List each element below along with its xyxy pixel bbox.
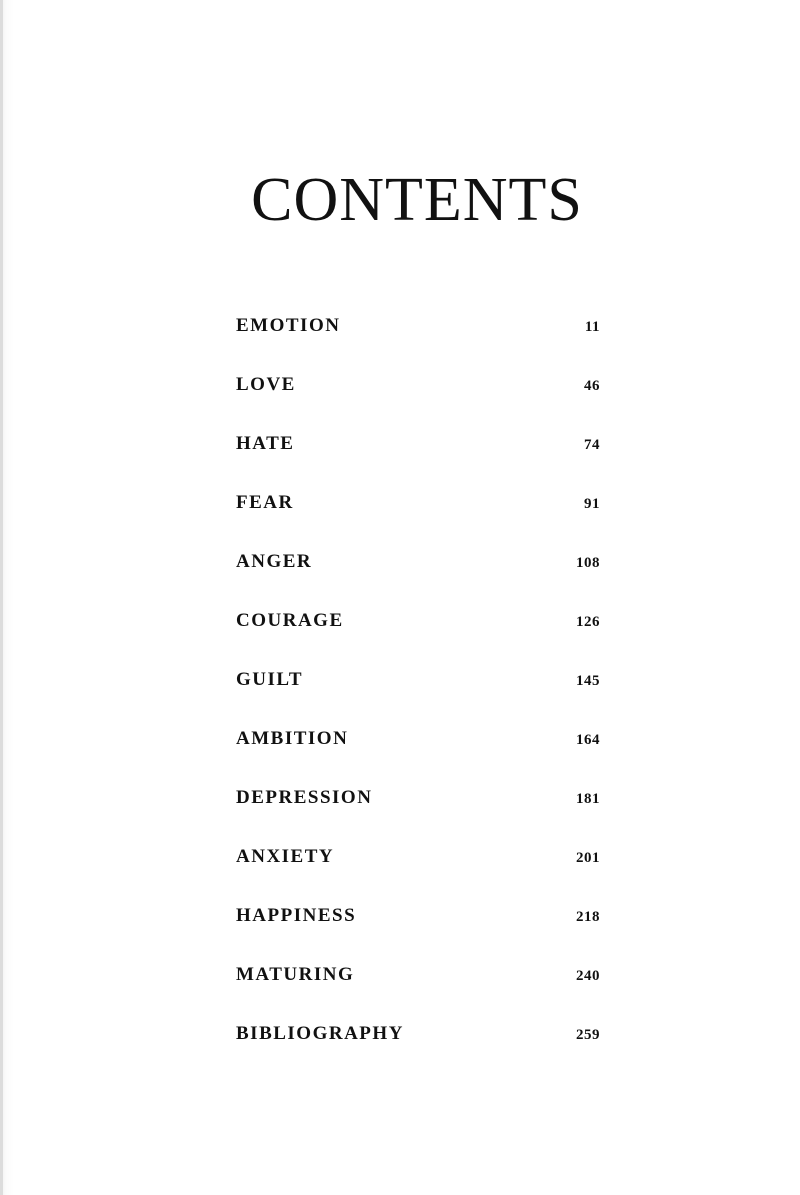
toc-entry — [236, 548, 600, 607]
toc-entry-title: FEAR — [236, 492, 294, 513]
toc-entry-page: 108 — [576, 555, 600, 571]
toc-entry — [236, 607, 600, 666]
toc-entry-page: 164 — [576, 732, 600, 748]
toc-entry-page: 11 — [584, 319, 600, 335]
toc-entry — [236, 371, 600, 430]
toc-entry-title: ANXIETY — [236, 846, 335, 867]
toc-entry-title: HATE — [236, 433, 295, 454]
toc-entry-title: HAPPINESS — [236, 905, 357, 926]
toc-entry — [236, 784, 600, 843]
toc-entry-title: AMBITION — [236, 728, 349, 749]
toc-entry-title: COURAGE — [236, 610, 344, 631]
toc-entry — [236, 725, 600, 784]
toc-entry-title: BIBLIOGRAPHY — [236, 1023, 404, 1044]
toc-entry-page: 46 — [584, 378, 600, 394]
toc-entry — [236, 843, 600, 902]
toc-entry — [236, 312, 600, 371]
table-of-contents — [236, 312, 600, 1079]
toc-entry-page: 181 — [576, 791, 600, 807]
toc-entry — [236, 961, 600, 1020]
toc-entry — [236, 430, 600, 489]
toc-entry-title: DEPRESSION — [236, 787, 373, 808]
toc-entry-page: 74 — [584, 437, 600, 453]
contents-heading: CONTENTS — [251, 166, 583, 234]
toc-entry-title: LOVE — [236, 374, 296, 395]
toc-entry-page: 240 — [576, 968, 600, 984]
toc-entry-title: GUILT — [236, 669, 303, 690]
toc-entry — [236, 1020, 600, 1079]
toc-entry-page: 91 — [584, 496, 600, 512]
toc-entry-title: MATURING — [236, 964, 355, 985]
toc-entry-page: 126 — [576, 614, 600, 630]
toc-entry — [236, 666, 600, 725]
toc-entry-title: ANGER — [236, 551, 313, 572]
toc-entry-title: EMOTION — [236, 315, 341, 336]
toc-entry-page: 218 — [576, 909, 600, 925]
toc-entry-page: 145 — [576, 673, 600, 689]
toc-entry — [236, 489, 600, 548]
toc-entry-page: 259 — [576, 1027, 600, 1043]
toc-entry-page: 201 — [576, 850, 600, 866]
toc-entry — [236, 902, 600, 961]
